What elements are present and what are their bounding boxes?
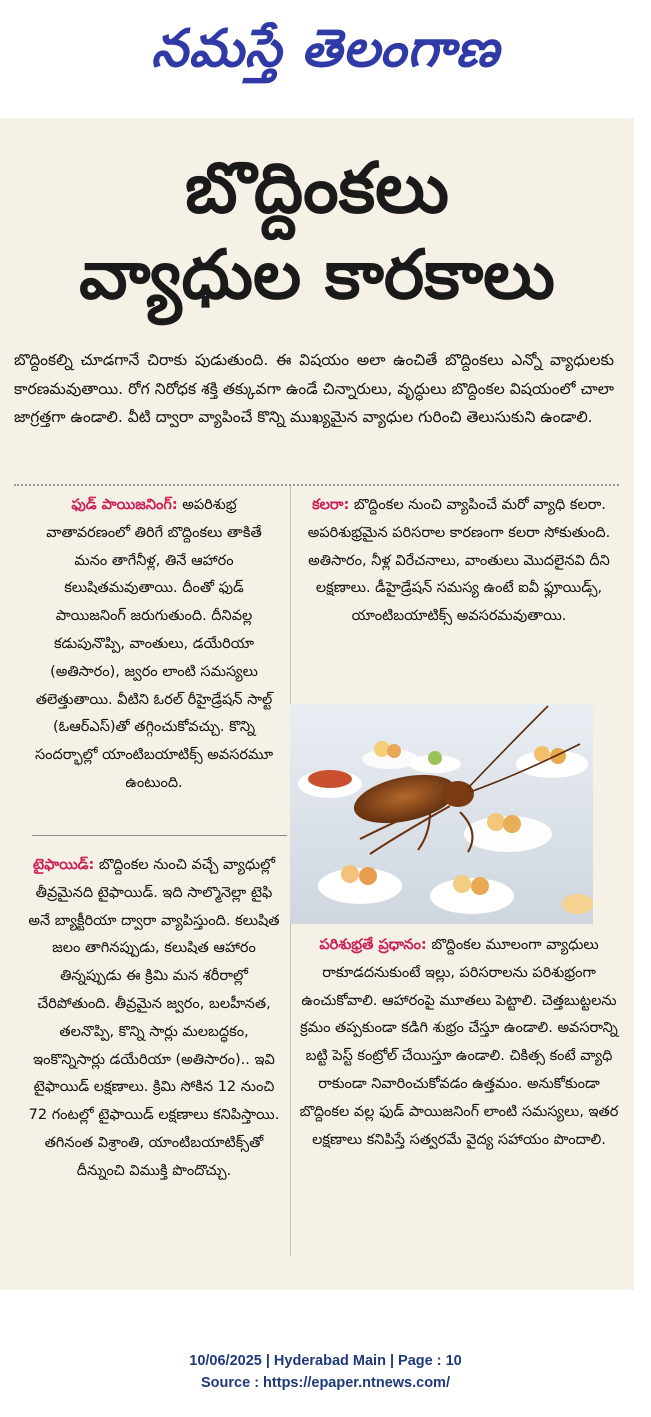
headline-line-1: బొద్దింకలు (184, 147, 450, 229)
section-keyword: కలరా: (312, 497, 350, 513)
page-footer (0, 1350, 651, 1394)
column-rule (32, 835, 287, 836)
masthead (0, 0, 651, 110)
section-cleanliness (298, 932, 620, 1154)
section-typhoid (28, 852, 280, 1186)
source-link[interactable]: Source : https://epaper.ntnews.com/ (201, 1375, 450, 1391)
headline-line-2: వ్యాధుల కారకాలు (79, 235, 555, 315)
article-clipping (0, 118, 634, 1290)
section-food-poisoning (32, 492, 276, 798)
section-divider (14, 484, 619, 486)
newspaper-title: నమస్తే తెలంగాణ (151, 18, 500, 79)
section-cholera (298, 492, 620, 631)
edition-info: 10/06/2025 | Hyderabad Main | Page : 10 (189, 1353, 462, 1369)
section-text: బొద్దింకల మూలంగా వ్యాధులు రాకూడదనుకుంటే ఇల్లు, పరిసరాలను పరిశుభ్రంగా ఉంచుకోవాలి. ఆహారంపై మూతలు పెట్టాలి. చెత్తబుట్టలను క్రమం తప్పకుండా కడిగి శుభ్రం చేస్తూ ఉండాలి. అవసరాన్ని బట్టి పెస్ట్ కంట్రోల్ చేయిస్తూ ఉండాలి. చికిత్స కంటే వ్యాధి రాకుండా నివారించుకోవడం ఉత్తమం. అనుకోకుండా బొద్దింకల వల్ల ఫుడ్ పాయిజనింగ్ లాంటి సమస్యలు, ఇతర లక్షణాలు కనిపిస్తే సత్వరమే వైద్య సహాయం పొందాలి. (299, 937, 619, 1148)
section-keyword: టైఫాయిడ్: (32, 857, 95, 873)
cockroach-food-photo (290, 704, 593, 924)
article-headline (0, 147, 634, 315)
section-keyword: ఫుడ్ పాయిజనింగ్: (71, 497, 178, 513)
section-text: బొద్దింకల నుంచి వ్యాపించే మరో వ్యాధి కలరా. అపరిశుభ్రమైన పరిసరాల కారణంగా కలరా సోకుతుంది. అతిసారం, నీళ్ల విరేచనాలు, వాంతులు మొదలైనవి దీని లక్షణాలు. డీహైడ్రేషన్ సమస్య ఉంటే ఐవీ ఫ్లూయిడ్స్, యాంటిబయాటిక్స్ అవసరమవుతాయి. (307, 497, 611, 625)
section-text: అపరిశుభ్ర వాతావరణంలో తిరిగే బొద్దింకలు తాకితే మనం తాగేనీళ్ల, తినే ఆహారం కలుషితమవుతాయి. దీంతో ఫుడ్ పాయిజనింగ్ జరుగుతుంది. దీనివల్ల కడుపునొప్పి, వాంతులు, డయేరియా (అతిసారం), జ్వరం లాంటి సమస్యలు తలెత్తుతాయి. వీటిని ఓరల్ రీహైడ్రేషన్ సాల్ట్ (ఓఆర్ఎస్)తో తగ్గించుకోవచ్చు. కొన్ని సందర్భాల్లో యాంటిబయాటిక్స్ అవసరమూ ఉంటుంది. (34, 497, 274, 791)
section-keyword: పరిశుభ్రతే ప్రధానం: (319, 937, 427, 953)
photo-illustration (290, 704, 593, 924)
article-intro: బొద్దింకల్ని చూడగానే చిరాకు పుడుతుంది. ఈ విషయం అలా ఉంచితే బొద్దింకలు ఎన్నో వ్యాధులకు కారణమవుతాయి. రోగ నిరోధక శక్తి తక్కువగా ఉండే చిన్నారులు, వృద్ధులు బొద్దింకల విషయంలో చాలా జాగ్రత్తగా ఉండాలి. వీటి ద్వారా వ్యాపించే కొన్ని ముఖ్యమైన వ్యాధుల గురించి తెలుసుకుని ఉండాలి. (14, 351, 614, 426)
section-text: బొద్దింకల నుంచి వచ్చే వ్యాధుల్లో తీవ్రమైనది టైఫాయిడ్. ఇది సాల్మొనెల్లా టైఫి అనే బ్యాక్టీరియా ద్వారా వ్యాపిస్తుంది. కలుషిత జలం తాగినప్పుడు, కలుషిత ఆహారం తిన్నప్పుడు ఈ క్రిమి మన శరీరాల్లో చేరిపోతుంది. తీవ్రమైన జ్వరం, బలహీనత, తలనొప్పి, కొన్ని సార్లు మలబద్ధకం, ఇంకొన్నిసార్లు డయేరియా (అతిసారం).. ఇవి టైఫాయిడ్ లక్షణాలు. క్రిమి సోకిన 12 నుంచి 72 గంటల్లో టైఫాయిడ్ లక్షణాలు కనిపిస్తాయి. తగినంత విశ్రాంతి, యాంటిబయాటిక్స్‌తో దీన్నుంచి విముక్తి పొందొచ్చు. (28, 857, 280, 1179)
